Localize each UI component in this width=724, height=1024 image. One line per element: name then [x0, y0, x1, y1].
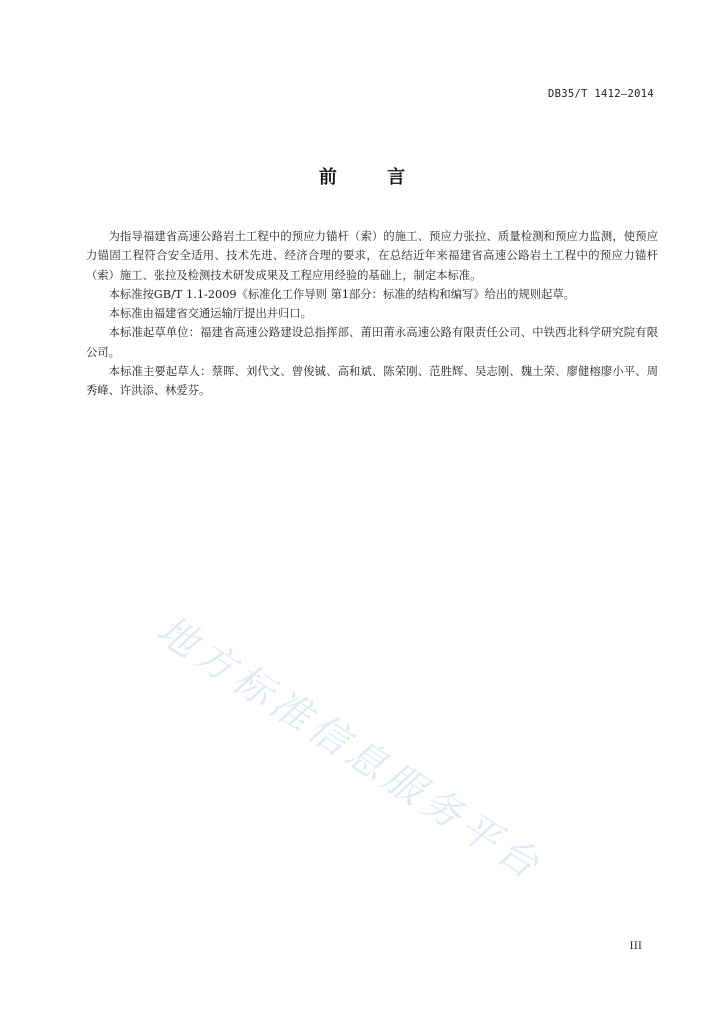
paragraph-drafting-units: 本标准起草单位：福建省高速公路建设总指挥部、莆田莆永高速公路有限责任公司、中铁西北科学研究院有限公司。	[86, 326, 658, 359]
foreword-body	[86, 227, 658, 401]
page-title: 前 言	[318, 167, 428, 188]
paragraph-drafting-rules: 本标准按GB/T 1.1-2009《标准化工作导则 第1部分：标准的结构和编写》给出的规则起草。	[108, 287, 575, 301]
standard-code: DB35/T 1412—2014	[548, 88, 654, 100]
paragraph-purpose: 为指导福建省高速公路岩土工程中的预应力锚杆（索）的施工、预应力张拉、质量检测和预应力监测，使预应力锚固工程符合安全适用、技术先进、经济合理的要求，在总结近年来福建省高速公路岩土工程中的预应力锚杆（索）施工、张拉及检测技术研发成果及工程应用经验的基础上，制定本标准。	[86, 230, 658, 282]
page-number: III	[629, 940, 642, 952]
watermark: 地方标准信息服务平台	[148, 607, 551, 891]
paragraph-drafters: 本标准主要起草人：蔡晖、刘代文、曾俊铖、高和斌、陈荣刚、范胜辉、吴志刚、魏土荣、廖健榕廖小平、周秀峰、许洪添、林爱芬。	[86, 365, 658, 398]
paragraph-proposer: 本标准由福建省交通运输厅提出并归口。	[108, 307, 312, 321]
